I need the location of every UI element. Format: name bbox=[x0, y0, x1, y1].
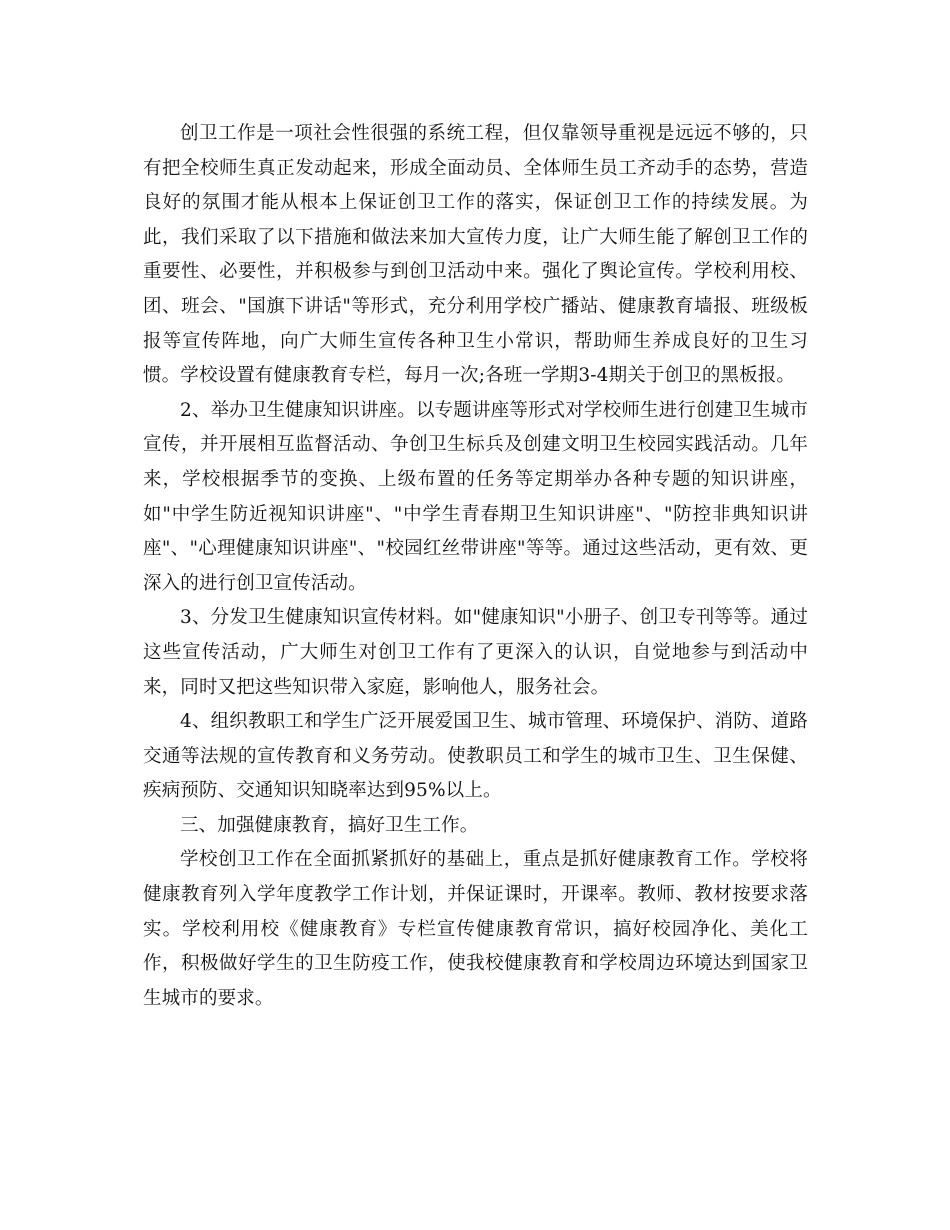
document-body bbox=[143, 117, 808, 1016]
paragraph-intro: 创卫工作是一项社会性很强的系统工程，但仅靠领导重视是远远不够的，只有把全校师生真正发动起来，形成全面动员、全体师生员工齐动手的态势，营造良好的氛围才能从根本上保证创卫工作的落实，保证创卫工作的持续发展。为此，我们采取了以下措施和做法来加大宣传力度，让广大师生能了解创卫工作的重要性、必要性，并积极参与到创卫活动中来。强化了舆论宣传。学校利用校、团、班会、"国旗下讲话"等形式，充分利用学校广播站、健康教育墙报、班级板报等宣传阵地，向广大师生宣传各种卫生小常识，帮助师生养成良好的卫生习惯。学校设置有健康教育专栏，每月一次;各班一学期3-4期关于创卫的黑板报。 bbox=[143, 123, 808, 387]
paragraph-materials: 3、分发卫生健康知识宣传材料。如"健康知识"小册子、创卫专刊等等。通过这些宣传活动，广大师生对创卫工作有了更深入的认识，自觉地参与到活动中来，同时又把这些知识带入家庭，影响他人，服务社会。 bbox=[143, 607, 808, 698]
paragraph-health-education: 学校创卫工作在全面抓紧抓好的基础上，重点是抓好健康教育工作。学校将健康教育列入学年度教学工作计划，并保证课时，开课率。教师、教材按要求落实。学校利用校《健康教育》专栏宣传健康教育常识，搞好校园净化、美化工作，积极做好学生的卫生防疫工作，使我校健康教育和学校周边环境达到国家卫生城市的要求。 bbox=[143, 849, 808, 1009]
paragraph-lectures: 2、举办卫生健康知识讲座。以专题讲座等形式对学校师生进行创建卫生城市宣传，并开展相互监督活动、争创卫生标兵及创建文明卫生校园实践活动。几年来，学校根据季节的变换、上级布置的任务等定期举办各种专题的知识讲座，如"中学生防近视知识讲座"、"中学生青春期卫生知识讲座"、"防控非典知识讲座"、"心理健康知识讲座"、"校园红丝带讲座"等等。通过这些活动，更有效、更深入的进行创卫宣传活动。 bbox=[143, 399, 808, 594]
section-heading: 三、加强健康教育，搞好卫生工作。 bbox=[180, 814, 479, 836]
paragraph-labor: 4、组织教职工和学生广泛开展爱国卫生、城市管理、环境保护、消防、道路交通等法规的宣传教育和义务劳动。使教职员工和学生的城市卫生、卫生保健、疾病预防、交通知识知晓率达到95%以上。 bbox=[143, 711, 808, 802]
